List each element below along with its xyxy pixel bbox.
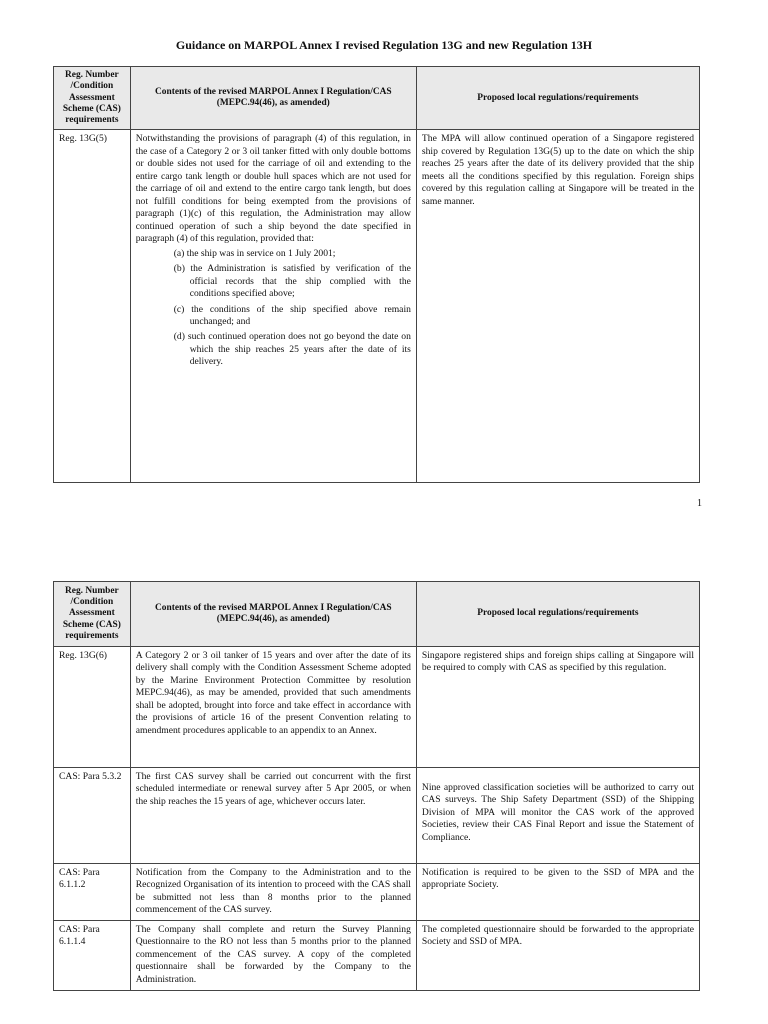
reg-number-cell: CAS: Para 6.1.1.2 — [54, 864, 131, 921]
conditions-list — [136, 248, 411, 369]
condition-item: (a) the ship was in service on 1 July 2001; — [173, 247, 336, 259]
reg-number-cell: CAS: Para 6.1.1.4 — [54, 920, 131, 990]
reg-number-cell: CAS: Para 5.3.2 — [54, 768, 131, 864]
regulation-table-page-1 — [53, 66, 700, 483]
header-contents: Contents of the revised MARPOL Annex I Regulation/CAS (MEPC.94(46), as amended) — [130, 67, 416, 130]
header-contents: Contents of the revised MARPOL Annex I Regulation/CAS (MEPC.94(46), as amended) — [130, 582, 416, 647]
table-header-row — [54, 67, 700, 130]
contents-intro: Notwithstanding the provisions of paragraph (4) of this regulation, in the case of a Category 2 or 3 oil tanker fitted with only double bottoms or double sides not used for the carriage of oil and extending to the entire cargo tank length or double hull spaces which are not used for the carriage of oil and extend to the entire cargo tank length, but does not fulfill conditions for being exempted from the provisions of paragraph (1)(c) of this regulation, the Administration may allow continued operation of such a ship beyond the date specified in paragraph (4) of this regulation, provided that: — [135, 133, 411, 245]
table-row — [54, 768, 700, 864]
page-number: 1 — [697, 498, 702, 509]
header-reg-number: Reg. Number /Condition Assessment Scheme (CAS) requirements — [54, 67, 131, 130]
contents-cell — [130, 130, 416, 483]
local-requirement-cell: Nine approved classification societies will be authorized to carry out CAS surveys. The Ship Safety Department (SSD) of the Shipping Division of MPA will monitor the CAS work of the approved Societies, review their CAS Final Report and issue the Statement of Compliance. — [416, 768, 699, 864]
condition-item: (c) the conditions of the ship specified above remain unchanged; and — [173, 303, 411, 327]
header-local-requirements: Proposed local regulations/requirements — [416, 67, 699, 130]
local-requirement-cell: Singapore registered ships and foreign ships calling at Singapore will be required to comply with CAS as specified by this regulation. — [416, 647, 699, 768]
reg-number-cell: Reg. 13G(6) — [54, 647, 131, 768]
local-requirement-cell: The completed questionnaire should be forwarded to the appropriate Society and SSD of MPA. — [416, 920, 699, 990]
condition-item: (b) the Administration is satisfied by verification of the official records that the ship complied with the conditions specified above; — [173, 263, 411, 300]
header-local-requirements: Proposed local regulations/requirements — [416, 582, 699, 647]
table-row — [54, 647, 700, 768]
contents-cell: The first CAS survey shall be carried out concurrent with the first scheduled intermediate or renewal survey after 5 Apr 2005, or when the ship reaches the 15 years of age, whichever occurs later. — [130, 768, 416, 864]
local-requirement-cell: Notification is required to be given to the SSD of MPA and the appropriate Society. — [416, 864, 699, 921]
contents-cell: A Category 2 or 3 oil tanker of 15 years and over after the date of its delivery shall comply with the Condition Assessment Scheme adopted by the Marine Environment Protection Committee by resolution MEPC.94(46), as may be amended, provided that such amendments shall be adopted, brought into force and take effect in accordance with the provisions of article 16 of the present Convention relating to amendment procedures applicable to an appendix to an Annex. — [130, 647, 416, 768]
document-title: Guidance on MARPOL Annex I revised Regulation 13G and new Regulation 13H — [175, 38, 593, 52]
condition-item: (d) such continued operation does not go beyond the date on which the ship reaches 25 years after the date of its delivery. — [173, 331, 411, 368]
table-row — [54, 864, 700, 921]
table-header-row — [54, 582, 700, 647]
header-reg-number: Reg. Number /Condition Assessment Scheme (CAS) requirements — [54, 582, 131, 647]
table-row — [54, 130, 700, 483]
contents-cell: Notification from the Company to the Administration and to the Recognized Organisation of its intention to proceed with the CAS shall be submitted not less than 8 months prior to the planned commencement of the CAS survey. — [130, 864, 416, 921]
regulation-table-page-2 — [53, 581, 700, 991]
reg-number-cell: Reg. 13G(5) — [54, 130, 131, 483]
contents-cell: The Company shall complete and return the Survey Planning Questionnaire to the RO not less than 5 months prior to the planned commencement of the CAS survey. A copy of the completed questionnaire shall be forwarded by the Company to the Administration. — [130, 920, 416, 990]
table-row — [54, 920, 700, 990]
local-requirement-cell: The MPA will allow continued operation of a Singapore registered ship covered by Regulation 13G(5) up to the date on which the ship reaches 25 years after the date of its delivery provided that the ship meets all the conditions specified by this regulation. Foreign ships covered by this regulation calling at Singapore will be treated in the same manner. — [416, 130, 699, 483]
